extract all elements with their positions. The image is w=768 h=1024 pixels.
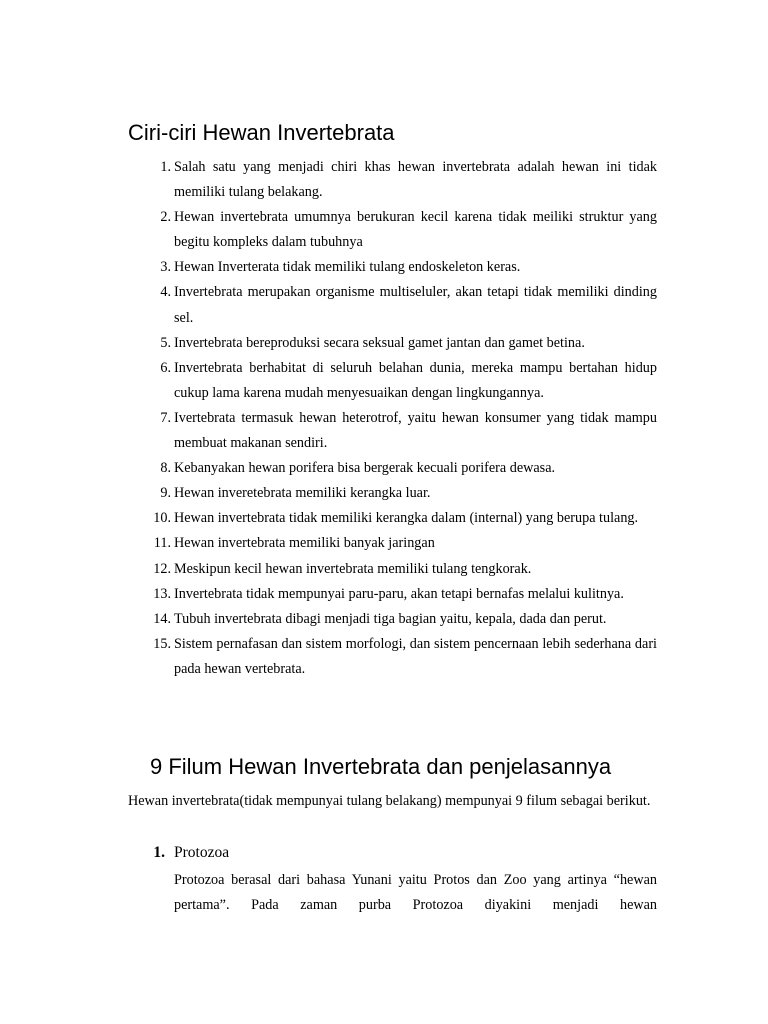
- subsection-title: Protozoa: [174, 844, 230, 861]
- list-item-text: Invertebrata merupakan organisme multiseluler, akan tetapi tidak memiliki dinding sel.: [174, 284, 657, 326]
- characteristics-list: [128, 155, 657, 682]
- list-item-text: Invertebrata bereproduksi secara seksual gamet jantan dan gamet betina.: [174, 334, 585, 351]
- list-item: [128, 255, 657, 280]
- list-item-text: Salah satu yang menjadi chiri khas hewan invertebrata adalah hewan ini tidak memiliki tulang belakang.: [174, 159, 657, 201]
- list-item-number: 8.: [160, 460, 171, 477]
- section-title-filum: 9 Filum Hewan Invertebrata dan penjelasannya: [150, 754, 612, 779]
- list-item-text: Kebanyakan hewan porifera bisa bergerak kecuali porifera dewasa.: [174, 460, 556, 477]
- section-title-ciri-ciri: Ciri-ciri Hewan Invertebrata: [128, 120, 395, 145]
- list-item-number: 1.: [160, 159, 171, 175]
- list-item: [128, 205, 657, 255]
- filum-intro-paragraph: Hewan invertebrata(tidak mempunyai tulang belakang) mempunyai 9 filum sebagai berikut.: [128, 793, 651, 809]
- list-item-text: Invertebrata tidak mempunyai paru-paru, akan tetapi bernafas melalui kulitnya.: [174, 585, 624, 602]
- list-item: [128, 356, 657, 406]
- list-item-text: Tubuh invertebrata dibagi menjadi tiga bagian yaitu, kepala, dada dan perut.: [174, 610, 607, 627]
- list-item: [128, 531, 657, 556]
- list-item-number: 5.: [160, 334, 171, 351]
- list-item: [128, 582, 657, 607]
- list-item-number: 2.: [160, 209, 171, 226]
- list-item: [128, 155, 657, 205]
- list-item: [128, 406, 657, 456]
- list-item: [128, 632, 657, 682]
- list-item: [128, 481, 657, 506]
- list-item: [128, 331, 657, 356]
- list-item-number: 14.: [153, 610, 171, 627]
- protozoa-paragraph: Protozoa berasal dari bahasa Yunani yaitu Protos dan Zoo yang artinya “hewan pertama”. Pada zaman purba Protozoa diyakini menjadi hewan: [174, 872, 657, 914]
- list-item-text: Sistem pernafasan dan sistem morfologi, dan sistem pencernaan lebih sederhana dari pada hewan vertebrata.: [174, 635, 657, 677]
- list-item-text: Hewan inveretebrata memiliki kerangka luar.: [174, 485, 431, 502]
- list-item-text: Ivertebrata termasuk hewan heterotrof, yaitu hewan konsumer yang tidak mampu membuat makanan sendiri.: [174, 409, 657, 452]
- list-item-number: 13.: [153, 585, 171, 602]
- list-item-text: Hewan invertebrata memiliki banyak jaringan: [174, 535, 435, 552]
- list-item-text: Hewan invertebrata umumnya berukuran kecil karena tidak meiliki struktur yang begitu kompleks dalam tubuhnya: [174, 209, 657, 251]
- list-item-number: 3.: [160, 259, 171, 276]
- list-item-number: 15.: [153, 635, 171, 652]
- list-item-number: 10.: [153, 510, 171, 527]
- list-item-number: 7.: [160, 409, 171, 426]
- list-item: [128, 456, 657, 481]
- list-item: [128, 280, 657, 330]
- list-item-text: Hewan Inverterata tidak memiliki tulang endoskeleton keras.: [174, 259, 521, 276]
- list-item-text: Meskipun kecil hewan invertebrata memiliki tulang tengkorak.: [174, 560, 532, 577]
- list-item-text: Hewan invertebrata tidak memiliki kerangka dalam (internal) yang berupa tulang.: [174, 510, 639, 527]
- list-item-text: Invertebrata berhabitat di seluruh belahan dunia, mereka mampu bertahan hidup cukup lama karena mudah menyesuaikan dengan lingkungannya.: [174, 359, 657, 401]
- list-item-number: 6.: [160, 359, 171, 376]
- list-item-number: 11.: [153, 535, 171, 552]
- subsection-number: 1.: [153, 844, 165, 861]
- list-item-number: 12.: [153, 560, 171, 577]
- list-item-number: 9.: [160, 485, 171, 502]
- list-item: [128, 557, 657, 582]
- list-item-number: 4.: [160, 284, 171, 301]
- list-item: [128, 607, 657, 632]
- list-item: [128, 506, 657, 531]
